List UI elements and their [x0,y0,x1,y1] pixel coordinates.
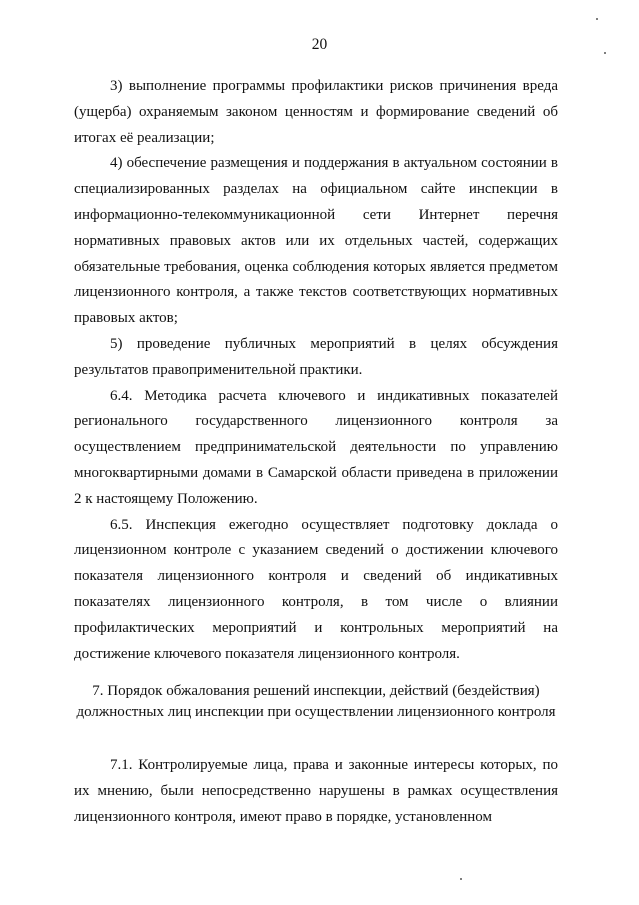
scan-speck [596,18,598,20]
scan-speck [604,52,606,54]
section-heading-line-1: 7. Порядок обжалования решений инспекции, действий (бездействия) [92,683,540,700]
paragraph-6-5: 6.5. Инспекция ежегодно осуществляет подготовку доклада о лицензионном контроле с указанием сведений о достижении ключевого показателя лицензионного контроля и сведений об индикативных показателях лицензионного контроля, в том числе о влиянии профилактических мероприятий и контрольных мероприятий на достижение ключевого показателя лицензионного контроля. [74,516,558,662]
document-body [74,74,558,831]
section-7-heading [71,681,561,753]
paragraph-item-5: 5) проведение публичных мероприятий в целях обсуждения результатов правоприменительной практики. [74,335,558,378]
scan-speck [460,878,462,880]
section-heading-line-2: должностных лиц инспекции при осуществлении лицензионного контроля [76,703,556,720]
paragraph-item-4: 4) обеспечение размещения и поддержания в актуальном состоянии в специализированных разделах на официальном сайте инспекции в информационно-телекоммуникационной сети Интернет перечня нормативных правовых актов или их отдельных частей, содержащих обязательные требования, оценка соблюдения которых является предметом лицензионного контроля, а также текстов соответствующих нормативных правовых актов; [74,155,558,327]
paragraph-6-4: 6.4. Методика расчета ключевого и индикативных показателей регионального государственного лицензионного контроля за осуществлением предпринимательской деятельности по управлению многоквартирными домами в Самарской области приведена в приложении 2 к настоящему Положению. [74,387,558,507]
page-number: 20 [311,36,328,53]
paragraph-item-3: 3) выполнение программы профилактики рисков причинения вреда (ущерба) охраняемым законом ценностям и формирование сведений об итогах её реализации; [74,78,558,146]
paragraph-7-1: 7.1. Контролируемые лица, права и законные интересы которых, по их мнению, были непосредственно нарушены в рамках осуществления лицензионного контроля, имеют право в порядке, установленном [74,757,558,825]
